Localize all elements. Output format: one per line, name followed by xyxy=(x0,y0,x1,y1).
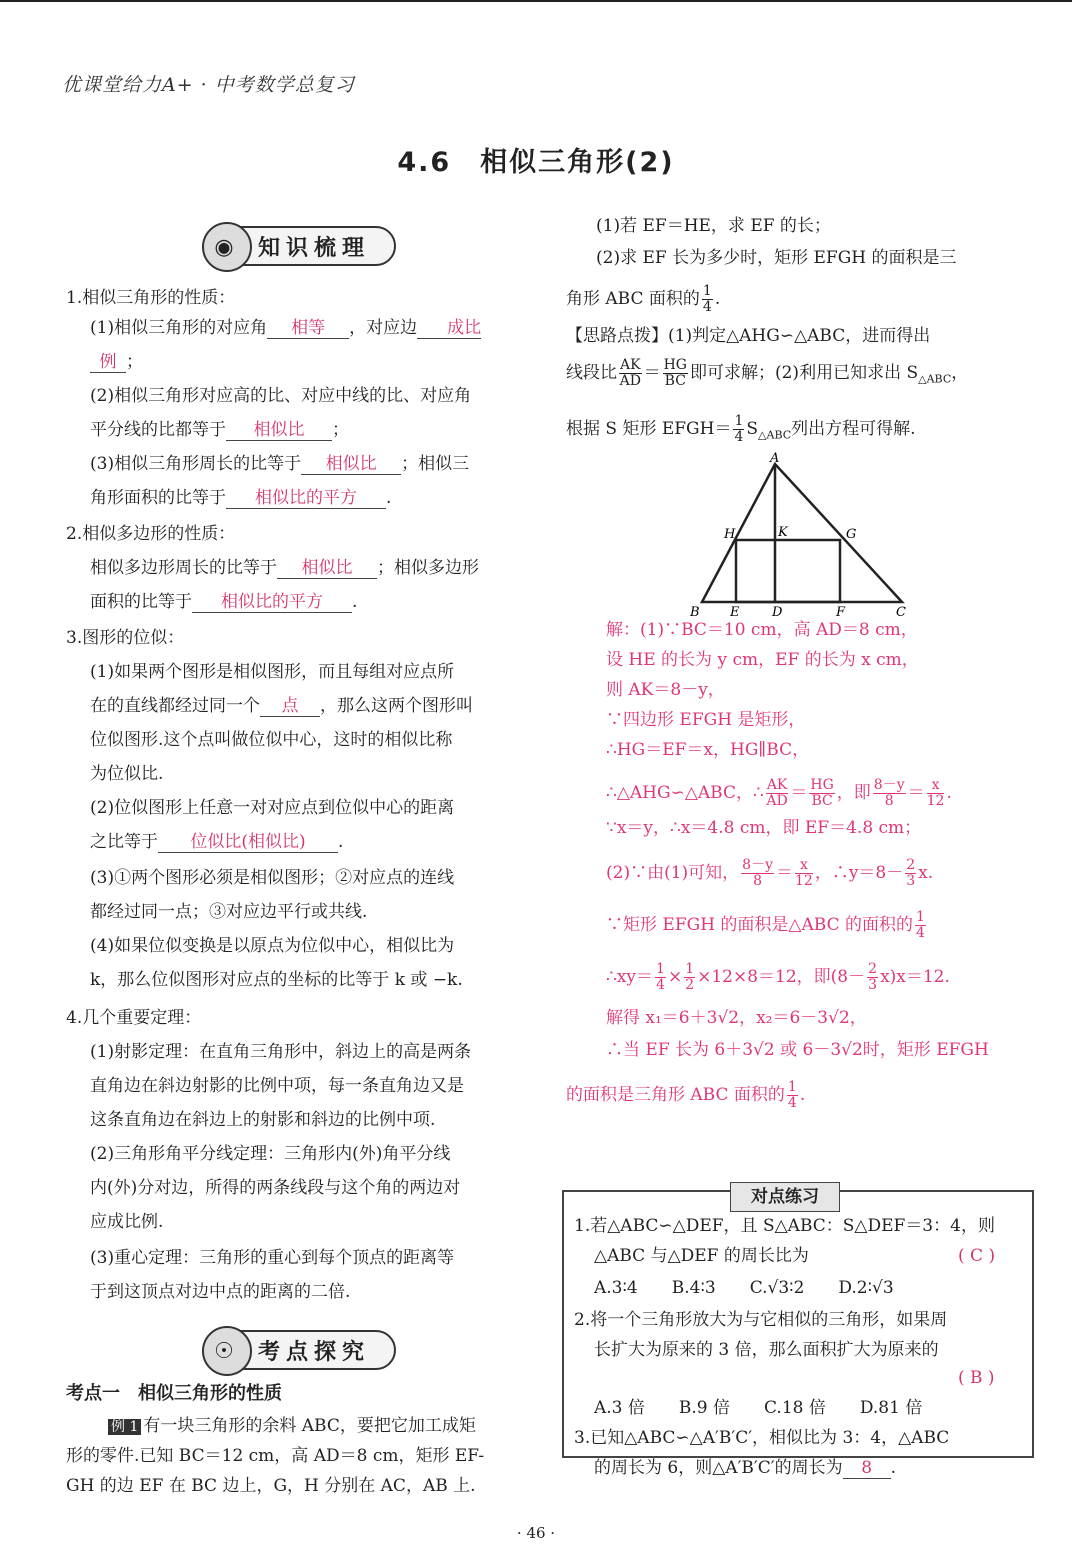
solution-line: (2)∵由(1)可知， $\frac{8-y}{8}$ ＝ $\frac{x}{12}$ ，∴y＝8－ $\frac{2}{3}$ x. xyxy=(606,857,934,889)
knowledge-banner xyxy=(204,226,396,266)
practice-title: 对点练习 xyxy=(730,1182,840,1212)
heading-1: 1.相似三角形的性质： xyxy=(66,288,236,308)
solution-line: ∴HG＝EF＝x，HG∥BC， xyxy=(606,740,810,760)
location-pin-icon: ◉ xyxy=(202,222,252,272)
solution-line: ∴△AHG∽△ABC，∴ $\frac{AK}{AD}$ ＝ $\frac{HG}{BC}$ ，即 $\frac{8-y}{8}$ ＝ $\frac{x}{12}$ . xyxy=(606,777,952,809)
line: (2)位似图形上任意一对对应点到位似中心的距离 xyxy=(90,798,455,818)
line: (3)重心定理：三角形的重心到每个顶点的距离等 xyxy=(90,1248,455,1268)
label-E: E xyxy=(730,605,740,620)
line: 平分线的比都等于 相似比 ； xyxy=(90,420,349,440)
blank-answer: 例 xyxy=(90,352,126,373)
line: (1)射影定理：在直角三角形中，斜边上的高是两条 xyxy=(90,1042,472,1062)
practice-q2-cont: 长扩大为原来的 3 倍，那么面积扩大为原来的 xyxy=(594,1340,939,1360)
magnifier-icon: ☉ xyxy=(202,1326,252,1376)
label-C: C xyxy=(896,605,906,620)
knowledge-banner-label: 知识梳理 xyxy=(258,235,371,261)
line: 都经过同一点；③对应边平行或共线. xyxy=(90,902,368,922)
hint-line: 【思路点拨】(1)判定△AHG∽△ABC，进而得出 xyxy=(566,326,931,346)
triangle-diagram xyxy=(680,452,920,620)
blank-answer: 相似比的平方 xyxy=(226,488,386,509)
question-2: (2)求 EF 长为多少时，矩形 EFGH 的面积是三 xyxy=(596,248,957,268)
solution-line: ∵四边形 EFGH 是矩形， xyxy=(606,710,806,730)
solution-line: ∵矩形 EFGH 的面积是△ABC 的面积的 $\frac{1}{4}$ xyxy=(606,909,925,941)
solution-line: ∵x＝y，∴x＝4.8 cm，即 EF＝4.8 cm； xyxy=(606,818,922,838)
line: (2)三角形角平分线定理：三角形内(外)角平分线 xyxy=(90,1144,451,1164)
line: 内(外)分对边，所得的两条线段与这个角的两边对 xyxy=(90,1178,461,1198)
section-title: 4.6 相似三角形(2) xyxy=(397,147,675,178)
question-1: (1)若 EF＝HE，求 EF 的长； xyxy=(596,216,831,236)
line: 于到这顶点对边中点的距离的二倍. xyxy=(90,1282,351,1302)
practice-q2: 2.将一个三角形放大为与它相似的三角形，如果周 xyxy=(574,1310,948,1330)
answer-choice: ( C ) xyxy=(958,1246,996,1266)
solution-line: ∴当 EF 长为 6＋3√2 或 6－3√2时，矩形 EFGH xyxy=(606,1040,989,1060)
solution-line: ∴xy＝ $\frac{1}{4}$ × $\frac{1}{2}$ ×12×8＝12，即(8－ $\frac{2}{3}$ x)x＝12. xyxy=(606,961,950,993)
explore-banner-label: 考点探究 xyxy=(258,1339,371,1365)
line: (3)相似三角形周长的比等于 相似比 ；相似三 xyxy=(90,454,470,474)
heading-2: 2.相似多边形的性质： xyxy=(66,524,236,544)
heading-3: 3.图形的位似： xyxy=(66,628,185,648)
book-header: 优课堂给力A+ · 中考数学总复习 xyxy=(62,74,355,96)
blank-answer: 点 xyxy=(260,696,320,717)
hint-line: 线段比 $\frac{AK}{AD}$ ＝ $\frac{HG}{BC}$ 即可求解；(2)利用已知求出 $S_{\triangle ABC}$， xyxy=(566,357,969,389)
solution-line: 的面积是三角形 ABC 面积的 $\frac{1}{4}$ . xyxy=(566,1079,806,1111)
label-A: A xyxy=(770,452,780,466)
blank-answer: 8 xyxy=(843,1458,891,1479)
practice-q3: 3.已知△ABC∽△A′B′C′，相似比为 3：4，△ABC xyxy=(574,1428,950,1448)
line: 位似图形.这个点叫做位似中心，这时的相似比称 xyxy=(90,730,453,750)
label-D: D xyxy=(772,605,783,620)
line: 应成比例. xyxy=(90,1212,164,1232)
blank-answer: 位似比(相似比) xyxy=(158,832,338,853)
blank-answer: 成比 xyxy=(417,318,481,339)
line: 为位似比. xyxy=(90,764,164,784)
blank-answer: 相等 xyxy=(267,318,349,339)
answer-choice: ( B ) xyxy=(958,1368,995,1388)
blank-answer: 相似比 xyxy=(226,420,332,441)
line: 这条直角边在斜边上的射影和斜边的比例中项. xyxy=(90,1110,436,1130)
line: (2)相似三角形对应高的比、对应中线的比、对应角 xyxy=(90,386,472,406)
line: 直角边在斜边射影的比例中项，每一条直角边又是 xyxy=(90,1076,464,1096)
line: k，那么位似图形对应点的坐标的比等于 k 或 −k. xyxy=(90,970,463,990)
question-2-cont: 角形 ABC 面积的 $\frac{1}{4}$ . xyxy=(566,283,721,315)
line: 例 ； xyxy=(90,352,143,373)
line: 面积的比等于 相似比的平方 . xyxy=(90,592,358,612)
kaodian-heading: 考点一 相似三角形的性质 xyxy=(66,1383,282,1404)
top-rule xyxy=(0,0,1072,2)
line: 之比等于 位似比(相似比) . xyxy=(90,832,344,852)
label-B: B xyxy=(690,605,700,620)
solution-line: 解：(1)∵BC＝10 cm，高 AD＝8 cm， xyxy=(606,620,918,640)
practice-q1: 1.若△ABC∽△DEF，且 S△ABC：S△DEF＝3：4，则 xyxy=(574,1216,995,1236)
example-line: 例 1 有一块三角形的余料 ABC，要把它加工成矩 xyxy=(108,1416,476,1437)
solution-line: 设 HE 的长为 y cm，EF 的长为 x cm， xyxy=(606,650,919,670)
example-line: 形的零件.已知 BC＝12 cm，高 AD＝8 cm，矩形 EF- xyxy=(66,1446,485,1466)
line: (4)如果位似变换是以原点为位似中心，相似比为 xyxy=(90,936,455,956)
label-K: K xyxy=(778,525,788,540)
example-line: GH 的边 EF 在 BC 边上，G，H 分别在 AC，AB 上. xyxy=(66,1476,476,1496)
line: 在的直线都经过同一个 点 ，那么这两个图形叫 xyxy=(90,696,473,716)
practice-q2-options: A.3 倍 B.9 倍 C.18 倍 D.81 倍 xyxy=(594,1398,923,1418)
practice-q3-cont: 的周长为 6，则△A′B′C′的周长为 8 . xyxy=(594,1458,897,1478)
practice-q1-cont: △ABC 与△DEF 的周长比为 xyxy=(594,1246,809,1266)
example-tag: 例 1 xyxy=(108,1419,141,1435)
line: (1)如果两个图形是相似图形，而且每组对应点所 xyxy=(90,662,455,682)
hint-line: 根据 S 矩形 EFGH＝ $\frac{1}{4}$ $S_{\triangle ABC}$列出方程可得解. xyxy=(566,413,916,445)
page-number: · 46 · xyxy=(516,1524,556,1542)
label-G: G xyxy=(846,527,857,542)
fraction: $\frac{1}{4}$ xyxy=(702,283,712,315)
heading-4: 4.几个重要定理： xyxy=(66,1008,202,1028)
explore-banner xyxy=(204,1330,396,1370)
blank-answer: 相似比 xyxy=(301,454,401,475)
line: 相似多边形周长的比等于 相似比 ；相似多边形 xyxy=(90,558,479,578)
label-F: F xyxy=(836,605,846,620)
blank-answer: 相似比的平方 xyxy=(192,592,352,613)
label-H: H xyxy=(724,527,736,542)
line: (3)①两个图形必须是相似图形；②对应点的连线 xyxy=(90,868,455,888)
practice-q1-options: A.3∶4 B.4∶3 C.√3∶2 D.2∶√3 xyxy=(594,1278,894,1298)
solution-line: 解得 x₁＝6＋3√2，x₂＝6－3√2， xyxy=(606,1008,867,1028)
line: (1)相似三角形的对应角 相等 ，对应边 成比 xyxy=(90,318,482,338)
solution-line: 则 AK＝8－y， xyxy=(606,680,725,700)
blank-answer: 相似比 xyxy=(277,558,377,579)
line: 角形面积的比等于 相似比的平方 . xyxy=(90,488,392,508)
